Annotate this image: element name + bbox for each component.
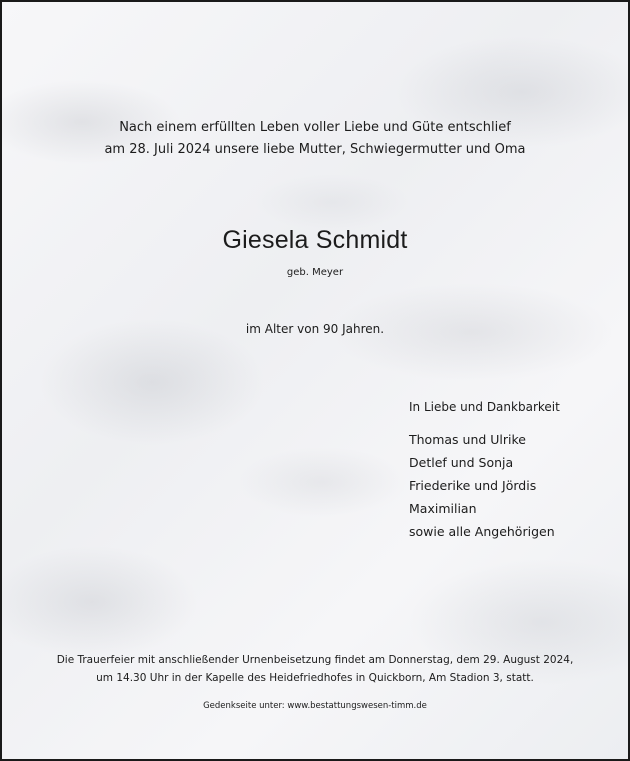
service-line-1: Die Trauerfeier mit anschließender Urnenbeisetzung findet am Donnerstag, dem 29. August 2024, — [56, 654, 574, 666]
deceased-name: Giesela Schmidt — [222, 226, 408, 254]
family-member: Maximilian — [409, 501, 477, 516]
maiden-name: geb. Meyer — [286, 267, 344, 278]
family-member: Friederike und Jördis — [409, 478, 537, 493]
intro-line-2: am 28. Juli 2024 unsere liebe Mutter, Schwiegermutter und Oma — [104, 142, 526, 157]
service-line-2: um 14.30 Uhr in der Kapelle des Heidefriedhofes in Quickborn, Am Stadion 3, statt. — [96, 672, 534, 684]
intro-line-1: Nach einem erfüllten Leben voller Liebe und Güte entschlief — [119, 120, 511, 135]
age-line: im Alter von 90 Jahren. — [245, 322, 385, 336]
family-heading: In Liebe und Dankbarkeit — [409, 400, 560, 414]
family-block — [409, 400, 560, 543]
memorial-page-link[interactable]: Gedenkseite unter: www.bestattungswesen-timm.de — [203, 701, 427, 711]
family-member: Detlef und Sonja — [409, 455, 514, 470]
family-member: Thomas und Ulrike — [409, 432, 526, 447]
family-member: sowie alle Angehörigen — [409, 524, 555, 539]
